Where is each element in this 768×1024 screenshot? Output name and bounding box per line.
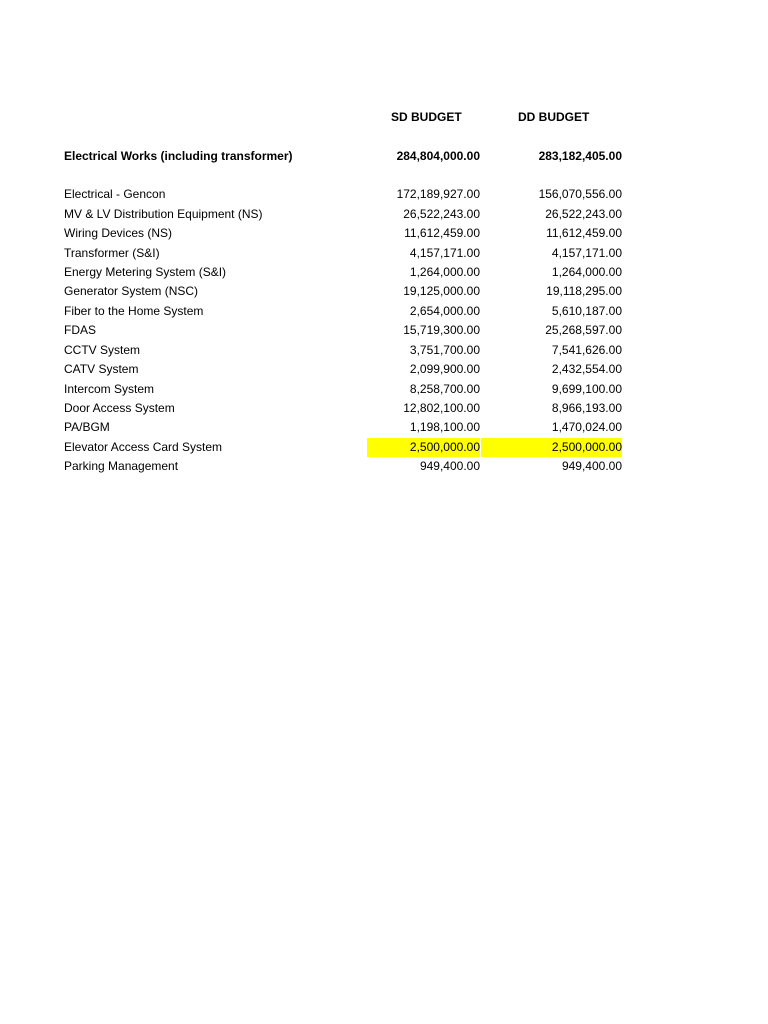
- row-label: PA/BGM: [64, 420, 110, 434]
- table-row: [0, 224, 768, 243]
- sd-value: 949,400.00: [419, 459, 480, 473]
- dd-value: 5,610,187.00: [551, 304, 622, 318]
- sd-value: 1,198,100.00: [409, 420, 480, 434]
- row-label: Elevator Access Card System: [64, 440, 223, 454]
- row-label: Electrical Works (including transformer): [64, 149, 293, 163]
- sd-value: 1,264,000.00: [409, 265, 480, 279]
- table-row: [0, 282, 768, 301]
- table-row-highlighted: [0, 438, 768, 457]
- table-row: [0, 321, 768, 340]
- dd-value: 26,522,243.00: [545, 207, 622, 221]
- table-row: [0, 205, 768, 224]
- table-row: [0, 302, 768, 321]
- dd-value: 25,268,597.00: [545, 323, 622, 337]
- dd-value: 11,612,459.00: [546, 226, 622, 240]
- dd-value: 2,432,554.00: [551, 362, 622, 376]
- table-row: [0, 341, 768, 360]
- sd-value: 19,125,000.00: [403, 284, 480, 298]
- sd-value: 2,654,000.00: [409, 304, 480, 318]
- row-label: Door Access System: [64, 401, 175, 415]
- dd-value: 156,070,556.00: [538, 187, 622, 201]
- dd-value: 1,470,024.00: [551, 420, 622, 434]
- sd-value: 12,802,100.00: [403, 401, 480, 415]
- table-row: [0, 418, 768, 437]
- row-label: FDAS: [64, 323, 97, 337]
- table-row: [0, 185, 768, 204]
- table-row: [0, 360, 768, 379]
- row-label: Energy Metering System (S&I): [64, 265, 227, 279]
- dd-value: 8,966,193.00: [551, 401, 622, 415]
- sd-value: 26,522,243.00: [403, 207, 480, 221]
- table-row: [0, 244, 768, 263]
- row-label: Transformer (S&I): [64, 246, 160, 260]
- sd-value: 2,099,900.00: [409, 362, 480, 376]
- table-row: [0, 457, 768, 476]
- sd-value-highlighted: 2,500,000.00: [367, 438, 480, 457]
- row-label: Intercom System: [64, 382, 155, 396]
- dd-value: 19,118,295.00: [546, 284, 622, 298]
- dd-value: 949,400.00: [561, 459, 622, 473]
- dd-budget-header: DD BUDGET: [518, 110, 590, 124]
- row-label: Fiber to the Home System: [64, 304, 204, 318]
- dd-value: 7,541,626.00: [551, 343, 622, 357]
- row-label: CCTV System: [64, 343, 141, 357]
- dd-value: 1,264,000.00: [551, 265, 622, 279]
- sd-value: 172,189,927.00: [396, 187, 480, 201]
- dd-value: 9,699,100.00: [551, 382, 622, 396]
- sd-value: 15,719,300.00: [403, 323, 480, 337]
- sd-value: 4,157,171.00: [409, 246, 480, 260]
- dd-value: 283,182,405.00: [538, 149, 622, 163]
- total-row: [0, 147, 768, 166]
- row-label: CATV System: [64, 362, 139, 376]
- sd-value: 8,258,700.00: [409, 382, 480, 396]
- table-row: [0, 263, 768, 282]
- row-label: Wiring Devices (NS): [64, 226, 173, 240]
- row-label: Electrical - Gencon: [64, 187, 166, 201]
- sd-budget-header: SD BUDGET: [391, 110, 462, 124]
- row-label: MV & LV Distribution Equipment (NS): [64, 207, 263, 221]
- row-label: Generator System (NSC): [64, 284, 199, 298]
- sd-value: 3,751,700.00: [409, 343, 480, 357]
- table-row: [0, 380, 768, 399]
- table-row: [0, 399, 768, 418]
- sd-value: 11,612,459.00: [404, 226, 480, 240]
- row-label: Parking Management: [64, 459, 179, 473]
- sd-value: 284,804,000.00: [396, 149, 480, 163]
- dd-value-highlighted: 2,500,000.00: [481, 438, 622, 457]
- dd-value: 4,157,171.00: [551, 246, 622, 260]
